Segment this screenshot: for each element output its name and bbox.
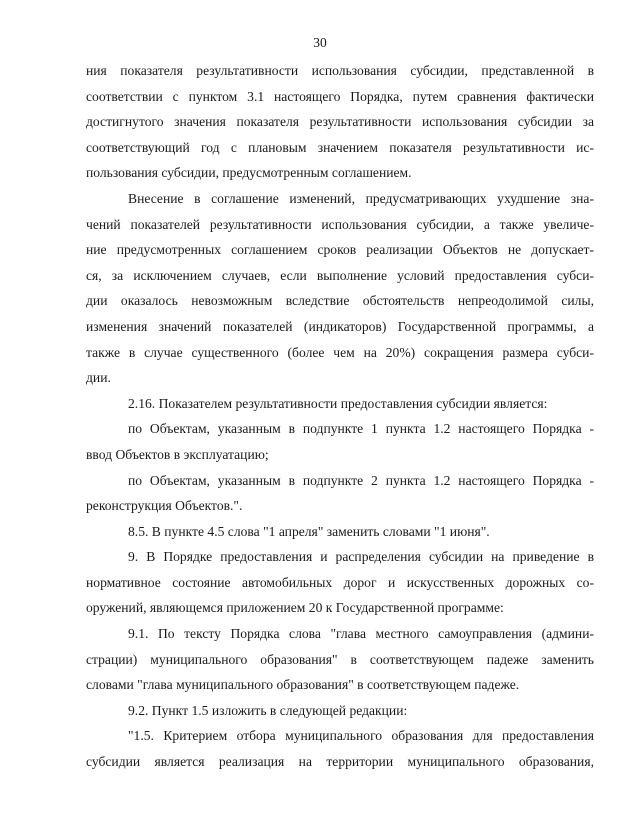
document-body: [86, 58, 594, 775]
text-line: по Объектам, указанным в подпункте 2 пункта 1.2 настоящего Порядка -: [128, 472, 594, 488]
paragraph: [86, 391, 594, 417]
text-line: субсидии является реализация на территории муниципального образования,: [86, 754, 594, 770]
text-line: оружений, являющемся приложением 20 к Государственной программе:: [86, 600, 504, 616]
text-line: "1.5. Критерием отбора муниципального образования для предоставления: [128, 728, 594, 744]
text-line: словами "глава муниципального образования" в соответствующем падеже.: [86, 677, 520, 693]
paragraph: [86, 186, 594, 391]
text-line: по Объектам, указанным в подпункте 1 пункта 1.2 настоящего Порядка -: [128, 421, 594, 437]
paragraph: [86, 58, 594, 186]
text-line: чений показателей результативности использования субсидии, а также увеличе-: [86, 216, 594, 232]
text-line: 9. В Порядке предоставления и распределения субсидии на приведение в: [128, 549, 594, 565]
page-number: 30: [313, 35, 327, 50]
text-line: соответствующий год с плановым значением показателя результативности ис-: [86, 139, 594, 155]
text-line: 8.5. В пункте 4.5 слова "1 апреля" заменить словами "1 июня".: [128, 523, 490, 539]
text-line: также в случае существенного (более чем на 20%) сокращения размера субси-: [86, 344, 594, 360]
text-line: страции) муниципального образования" в соответствующем падеже заменить: [86, 651, 594, 667]
text-line: достигнутого значения показателя результативности использования субсидии за: [86, 114, 594, 130]
text-line: изменения значений показателей (индикаторов) Государственной программы, а: [86, 318, 594, 334]
text-line: Внесение в соглашение изменений, предусматривающих ухудшение зна-: [128, 190, 594, 206]
text-line: 2.16. Показателем результативности предоставления субсидии является:: [128, 395, 548, 411]
text-line: 9.2. Пункт 1.5 изложить в следующей редакции:: [128, 702, 408, 718]
paragraph: [86, 544, 594, 621]
text-line: 9.1. По тексту Порядка слова "глава местного самоуправления (админи-: [128, 626, 594, 642]
text-line: ся, за исключением случаев, если выполнение условий предоставления субси-: [86, 267, 594, 283]
paragraph: [86, 723, 594, 774]
paragraph: [86, 621, 594, 698]
paragraph: [86, 519, 594, 545]
text-line: ввод Объектов в эксплуатацию;: [86, 446, 269, 462]
text-line: соответствии с пунктом 3.1 настоящего Порядка, путем сравнения фактически: [86, 88, 594, 104]
text-line: пользования субсидии, предусмотренным соглашением.: [86, 165, 412, 181]
paragraph: [86, 468, 594, 519]
text-line: нормативное состояние автомобильных дорог и искусственных дорожных со-: [86, 574, 594, 590]
text-line: дии.: [86, 370, 111, 386]
paragraph: [86, 698, 594, 724]
text-line: ния показателя результативности использования субсидии, представленной в: [86, 63, 594, 78]
text-line: дии оказалось невозможным вследствие обстоятельств непреодолимой силы,: [86, 293, 594, 309]
paragraph: [86, 416, 594, 467]
text-line: ние предусмотренных соглашением сроков реализации Объектов не допускает-: [86, 242, 594, 258]
text-line: реконструкция Объектов.".: [86, 498, 243, 514]
